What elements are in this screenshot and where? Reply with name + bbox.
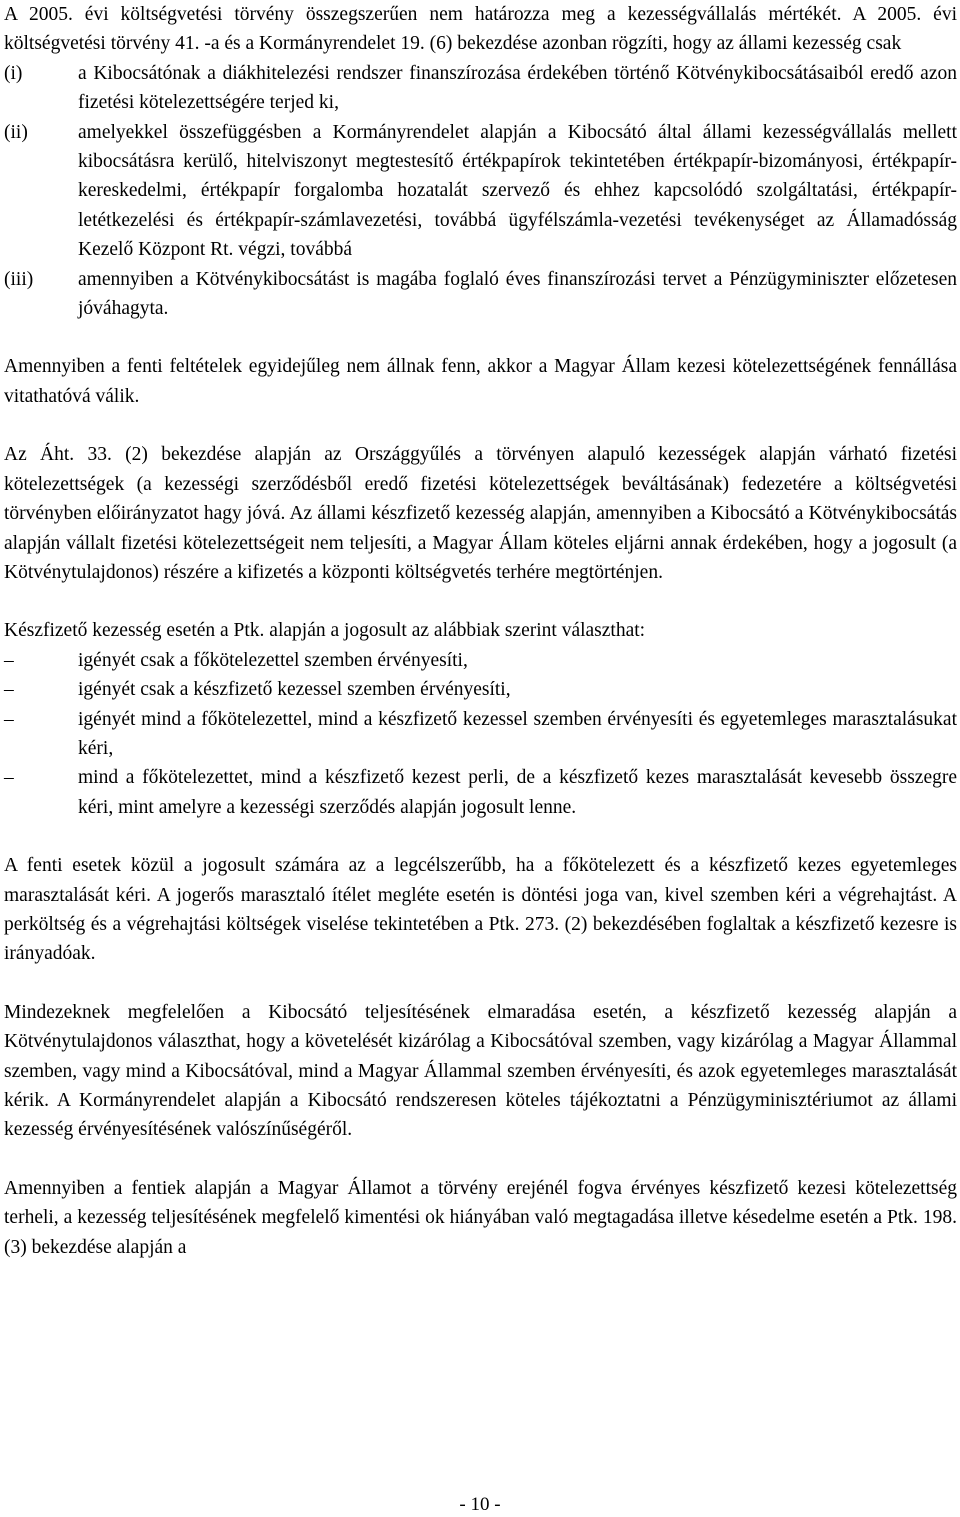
option-item bbox=[4, 646, 957, 675]
option-text: igényét csak a főkötelezettel szemben érvényesíti, bbox=[78, 649, 468, 671]
options-intro: Készfizető kezesség esetén a Ptk. alapján a jogosult az alábbiak szerint választhat: bbox=[4, 620, 646, 642]
condition-text: amelyekkel összefüggésben a Kormányrendelet alapján a Kibocsátó által állami kezességvállalás mellett kibocsátásra kerülő, hitelviszonyt megtestesítő értékpapírok tekintetében értékpapír-bizományosi, értékpapír-kereskedelmi, értékpapír forgalomba hozatalát szervező és ehhez kapcsolódó szolgáltatási, értékpapír-letétkezelési és értékpapír-számlavezetési, továbbá ügyfélszámla-vezetési tevékenységet az Államadósság Kezelő Központ Rt. végzi, továbbá bbox=[78, 121, 957, 261]
option-text: igényét csak a készfizető kezessel szemben érvényesíti, bbox=[78, 679, 511, 701]
page-number: - 10 - bbox=[459, 1494, 501, 1515]
dash-marker: – bbox=[4, 649, 14, 671]
condition-marker: (ii) bbox=[4, 121, 28, 143]
aht-paragraph: Az Áht. 33. (2) bekezdése alapján az Országgyűlés a törvényen alapuló kezességek alapján várható fizetési kötelezettségek (a kezességi szerződésből eredő fizetési kötelezettségek beváltásának) fedezetére a költségvetési törvényben előirányzatot hagy jóvá. Az állami készfizető kezesség alapján, amennyiben a Kibocsátó a Kötvénykibocsátás alapján vállalt fizetési kötelezettségeit nem teljesíti, a Magyar Állam köteles eljárni annak érdekében, hogy a jogosult (a Kötvénytulajdonos) részére a kifizetés a központi költségvetés terhére megtörténjen. bbox=[4, 444, 957, 583]
condition-item bbox=[4, 59, 957, 118]
validity-paragraph: Amennyiben a fenti feltételek egyidejűleg nem állnak fenn, akkor a Magyar Állam kezesi kötelezettségének fennállása vitathatóvá válik. bbox=[4, 356, 957, 407]
option-item bbox=[4, 763, 957, 822]
conditions-list bbox=[4, 59, 957, 324]
options-list bbox=[4, 646, 957, 822]
option-item bbox=[4, 705, 957, 764]
intro-paragraph: A 2005. évi költségvetési törvény összegszerűen nem határozza meg a kezességvállalás mértékét. A 2005. évi költségvetési törvény 41. -a és a Kormányrendelet 19. (6) bekezdése azonban rögzíti, hogy az állami kezesség csak bbox=[4, 4, 957, 55]
option-text: mind a főkötelezettet, mind a készfizető kezest perli, de a készfizető kezes marasztalását kevesebb összegre kéri, mint amelyre a kezességi szerződés alapján jogosult lenne. bbox=[78, 767, 957, 818]
page-content bbox=[4, 0, 957, 1262]
condition-text: amennyiben a Kötvénykibocsátást is magába foglaló éves finanszírozási tervet a Pénzügyminiszter előzetesen jóváhagyta. bbox=[78, 268, 957, 320]
final-paragraph: Amennyiben a fentiek alapján a Magyar Államot a törvény erejénél fogva érvényes készfizető kezesi kötelezettség terheli, a kezesség teljesítésének megfelelő kimentési ok hiányában való megtagadása illetve késedelme esetén a Ptk. 198. (3) bekezdése alapján a bbox=[4, 1177, 957, 1258]
condition-item bbox=[4, 265, 957, 324]
option-item bbox=[4, 675, 957, 704]
choice-paragraph: Mindezeknek megfelelően a Kibocsátó teljesítésének elmaradása esetén, a készfizető kezesség alapján a Kötvénytulajdonos választhat, hogy a követelését kizárólag a Kibocsátóval szemben, vagy kizárólag a Magyar Állammal szemben, vagy mind a Kibocsátóval, mind a Magyar Állammal szemben érvényesíti, és azok egyetemleges marasztalását kérik. A Kormányrendelet alapján a Kibocsátó rendszeresen köteles tájékoztatni a Pénzügyminisztériumot az állami kezesség érvényesítésének valószínűségéről. bbox=[4, 1001, 957, 1141]
condition-marker: (iii) bbox=[4, 268, 34, 290]
option-text: igényét mind a főkötelezettel, mind a készfizető kezessel szemben érvényesíti és egyetemleges marasztalásukat kéri, bbox=[78, 708, 957, 759]
dash-marker: – bbox=[4, 767, 14, 789]
condition-text: a Kibocsátónak a diákhitelezési rendszer finanszírozása érdekében történő Kötvénykibocsátásaiból eredő azon fizetési kötelezettségére terjed ki, bbox=[78, 62, 957, 114]
best-option-paragraph: A fenti esetek közül a jogosult számára az a legcélszerűbb, ha a főkötelezett és a készfizető kezes egyetemleges marasztalását kéri. A jogerős marasztaló ítélet megléte esetén is döntési joga van, kivel szemben kéri a végrehajtást. A perköltség és a végrehajtási költségek viselése tekintetében a Ptk. 273. (2) bekezdésében foglaltak a készfizető kezesre is irányadóak. bbox=[4, 855, 957, 965]
condition-item bbox=[4, 118, 957, 265]
dash-marker: – bbox=[4, 679, 14, 701]
dash-marker: – bbox=[4, 708, 14, 730]
condition-marker: (i) bbox=[4, 62, 23, 84]
